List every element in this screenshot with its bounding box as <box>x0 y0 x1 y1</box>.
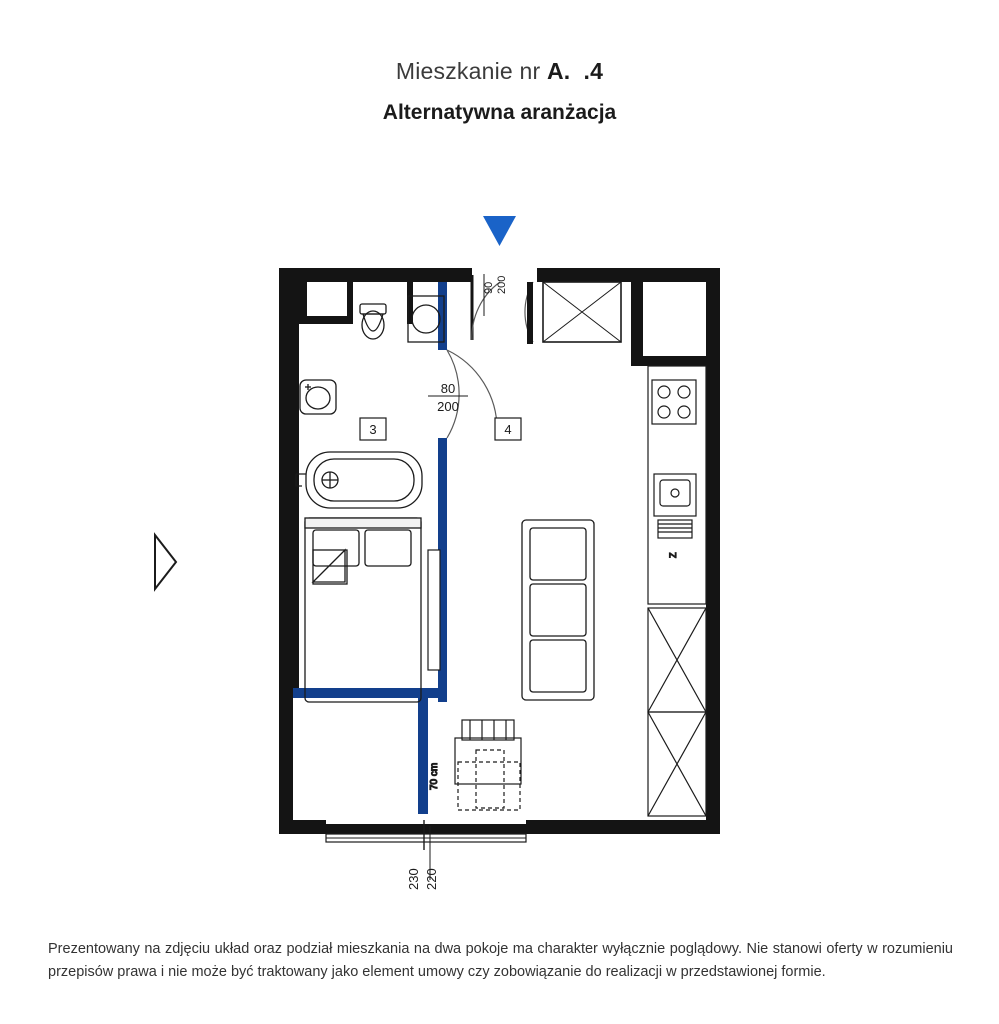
double-bed-icon <box>305 518 421 702</box>
north-arrow-icon <box>483 216 516 246</box>
table-dimension-label: 70 cm <box>429 762 440 790</box>
floorplan-drawing <box>0 190 999 910</box>
page-title-prefix: Mieszkanie nr <box>395 58 547 84</box>
disclaimer-text: Prezentowany na zdjęciu układ oraz podział mieszkania na dwa pokoje ma charakter wyłącznie poglądowy. Nie stanowi oferty w rozumieniu przepisów prawa i nie może być traktowany jako element umowy czy zobowiązanie do realizacji w przedstawionej formie. <box>48 941 953 981</box>
entrance-door-height-label: 200 <box>496 275 508 294</box>
entrance-door-panel <box>543 282 621 342</box>
cooktop-icon <box>652 380 696 424</box>
room-label-4-text: 4 <box>504 422 512 437</box>
kitchen-block <box>648 366 706 816</box>
window-height-label: 220 <box>424 868 439 890</box>
page-title <box>0 58 999 85</box>
window-width-label: 230 <box>406 868 421 890</box>
dining-table-icon <box>429 720 521 810</box>
fridge-icon <box>648 608 706 816</box>
toilet-icon <box>360 304 386 339</box>
bedroom-furniture <box>305 518 440 702</box>
room-label-4 <box>495 418 521 440</box>
wardrobe-icon <box>428 550 440 670</box>
kitchen-appliance-mark: Z <box>668 552 678 558</box>
entrance-door <box>472 274 621 344</box>
page-header <box>0 58 999 125</box>
page-title-unit: A. .4 <box>546 58 604 84</box>
sofa-icon <box>522 520 594 700</box>
blue-partition-walls <box>293 282 447 814</box>
bathtub-icon <box>296 452 422 508</box>
bathroom-door-width-label: 80 <box>440 381 456 396</box>
page-subtitle: Alternatywna aranżacja <box>382 101 617 124</box>
view-direction-marker <box>155 535 176 589</box>
entrance-door-width-label: 90 <box>483 281 495 294</box>
room-label-3 <box>360 418 386 440</box>
room-label-3-text: 3 <box>369 422 377 437</box>
sink-icon <box>654 474 696 538</box>
bathroom-door-height-label: 200 <box>437 399 459 414</box>
washbasin-icon <box>300 380 336 414</box>
bathroom-fixtures <box>296 296 444 508</box>
